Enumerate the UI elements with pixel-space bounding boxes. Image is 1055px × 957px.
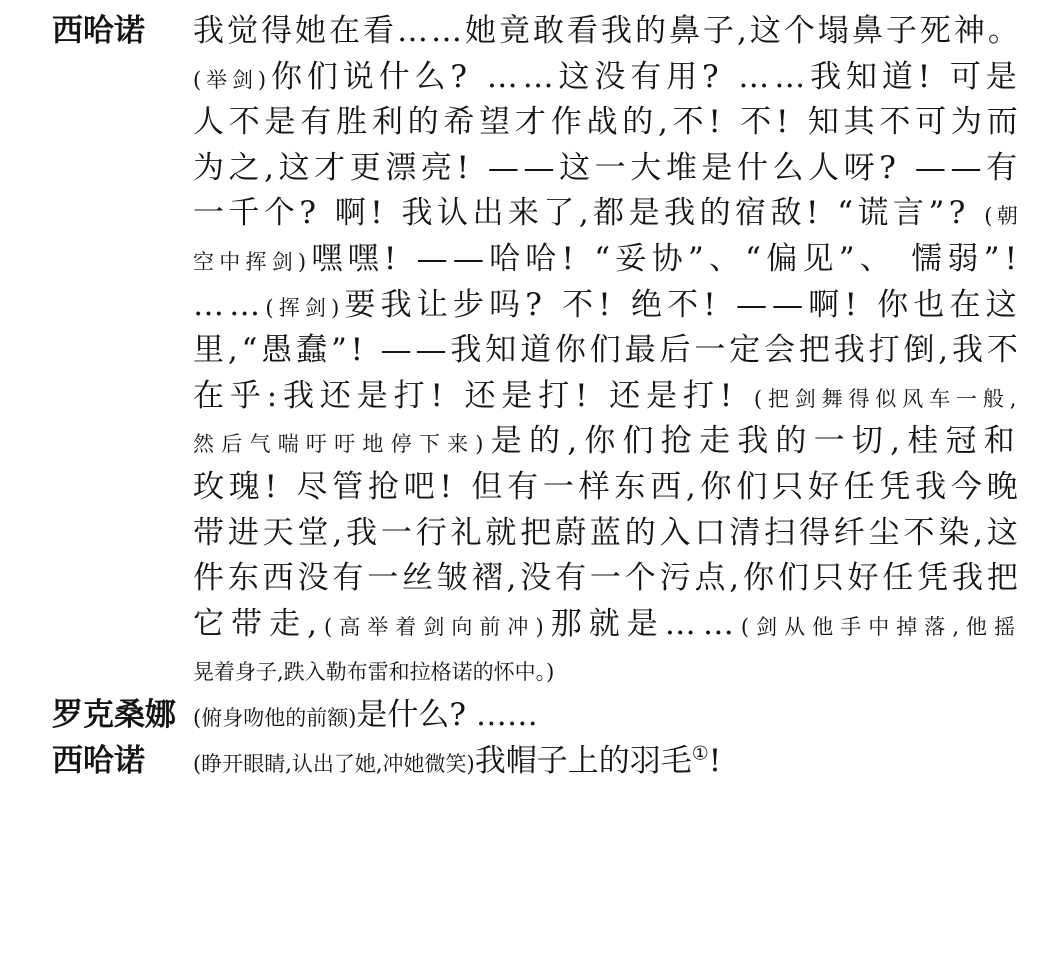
dialogue-line xyxy=(193,557,1022,599)
stage-direction: (睁开眼睛,认出了她,冲她微笑) xyxy=(193,751,475,776)
dialogue-text: 为之,这才更漂亮! ——这一大堆是什么人呀? ——有 xyxy=(193,149,1022,186)
dialogue-line xyxy=(193,56,1022,98)
dialogue-line xyxy=(193,284,1022,326)
dialogue-text: ! xyxy=(708,742,722,779)
dialogue-text: …… xyxy=(193,286,266,323)
stage-direction: (挥剑) xyxy=(265,295,345,320)
dialogue-line xyxy=(193,238,1022,280)
stage-direction: 空中挥剑) xyxy=(193,250,312,274)
dialogue-line xyxy=(193,740,721,782)
dialogue-text: 你们说什么? ……这没有用? ……我知道! 可是 xyxy=(270,58,1022,95)
dialogue-line xyxy=(193,648,554,690)
stage-direction: 晃着身子,跌入勒布雷和拉格诺的怀中。) xyxy=(193,660,555,685)
dialogue-line xyxy=(193,466,1022,508)
dialogue-text: 是的,你们抢走我的一切,桂冠和 xyxy=(490,423,1022,460)
dialogue-text: 在乎:我还是打! 还是打! 还是打! xyxy=(193,377,754,414)
dialogue-line xyxy=(193,147,1022,189)
stage-direction: (剑从他手中掉落,他摇 xyxy=(740,614,1023,639)
speaker-name: 西哈诺 xyxy=(52,13,145,49)
dialogue-text: 一千个? 啊! 我认出来了,都是我的宿敌! “谎言”? xyxy=(193,195,985,232)
dialogue-line xyxy=(193,10,1022,52)
dialogue-text: 是什么? …… xyxy=(356,697,538,733)
dialogue-text: 嘿嘿! ——哈哈! “妥协”、“偏见”、 懦弱”! xyxy=(311,241,1023,277)
dialogue-line xyxy=(193,420,1022,462)
dialogue-text: 带进天堂,我一行礼就把蔚蓝的入口清扫得纤尘不染,这 xyxy=(193,514,1022,551)
dialogue-text: 里,“愚蠢”! ——我知道你们最后一定会把我打倒,我不 xyxy=(193,332,1022,369)
dialogue-text: 它带走, xyxy=(193,605,324,642)
dialogue-text: 件东西没有一丝皱褶,没有一个污点,你们只好任凭我把 xyxy=(193,560,1022,597)
stage-direction: (高举着剑向前冲) xyxy=(324,614,551,639)
stage-direction: (举剑) xyxy=(193,67,271,92)
dialogue-line xyxy=(193,329,1022,371)
dialogue-text: 要我让步吗? 不! 绝不! ——啊! 你也在这 xyxy=(344,286,1022,323)
stage-direction: (俯身吻他的前额) xyxy=(193,706,357,730)
stage-direction: (把剑舞得似风车一般, xyxy=(753,386,1023,411)
dialogue-line xyxy=(193,603,1022,645)
dialogue-text: 人不是有胜利的希望才作战的,不! 不! 知其不可为而 xyxy=(193,104,1023,141)
dialogue-line xyxy=(193,101,1022,143)
speaker-name: 罗克桑娜 xyxy=(52,697,176,733)
footnote-marker: ① xyxy=(691,742,709,765)
speaker-name: 西哈诺 xyxy=(52,742,145,779)
dialogue-line xyxy=(193,512,1022,554)
dialogue-line xyxy=(193,694,538,736)
dialogue-text: 我觉得她在看……她竟敢看我的鼻子,这个塌鼻子死神。 xyxy=(193,13,1022,49)
dialogue-line xyxy=(193,192,1022,234)
stage-direction: 然后气喘吁吁地停下来) xyxy=(193,432,491,457)
dialogue-text: 我帽子上的羽毛 xyxy=(474,742,692,779)
dialogue-text: 那就是…… xyxy=(550,605,741,642)
dialogue-line xyxy=(193,375,1022,417)
stage-direction: (朝 xyxy=(984,204,1023,229)
dialogue-text: 玫瑰! 尽管抢吧! 但有一样东西,你们只好任凭我今晚 xyxy=(193,469,1023,505)
